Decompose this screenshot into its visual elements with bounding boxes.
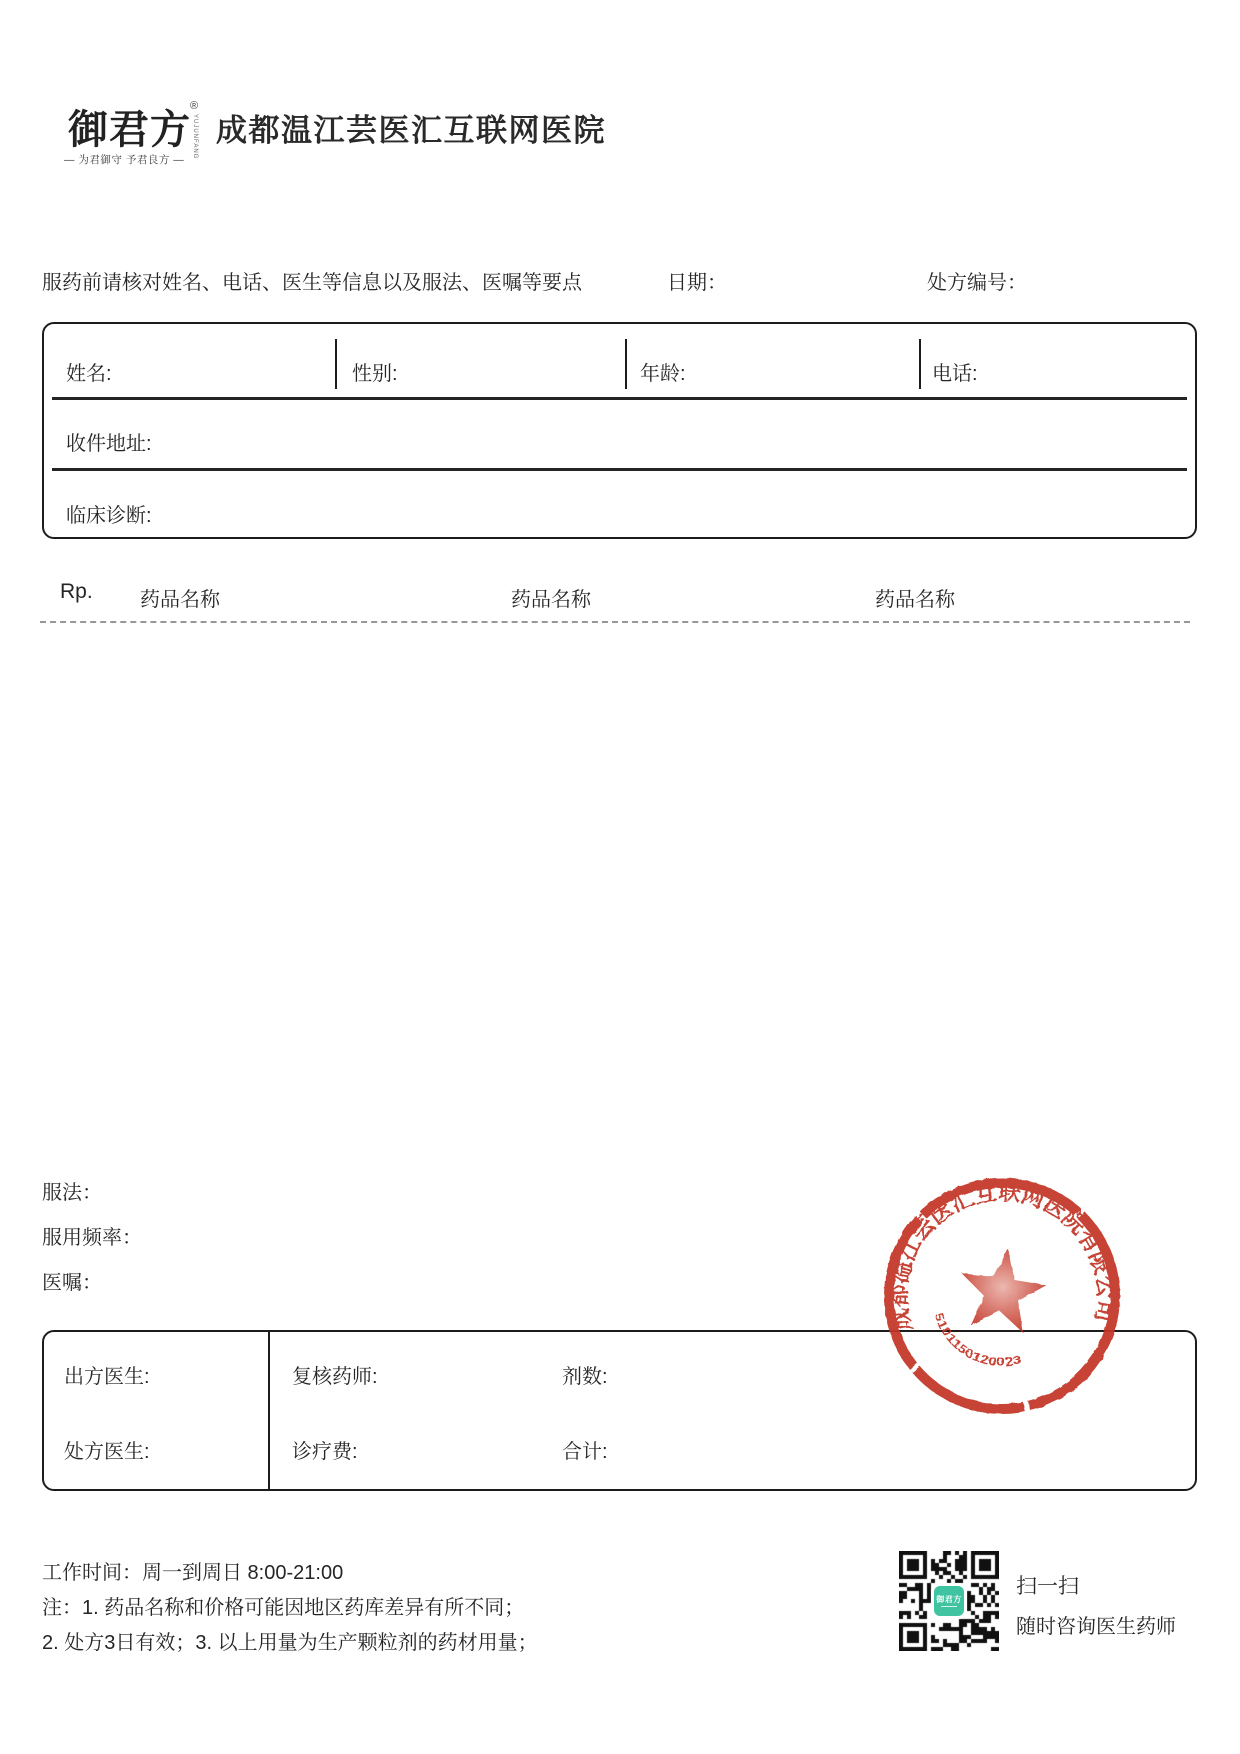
issuing-doctor-label: 出方医生: xyxy=(64,1366,150,1388)
qr-center-logo xyxy=(934,1586,964,1616)
reviewing-pharmacist-label: 复核药师: xyxy=(292,1366,378,1388)
drug-name-column-header: 药品名称 xyxy=(511,589,591,611)
brand-tagline: — 为君御守 予君良方 — xyxy=(64,154,185,166)
usage-frequency-label: 服用频率： xyxy=(42,1227,142,1249)
work-hours-text: 工作时间：周一到周日 8:00-21:00 xyxy=(42,1562,344,1584)
brand-logo: 御君方 xyxy=(68,108,191,152)
divider xyxy=(919,339,921,389)
footer-note-line-1: 注：1. 药品名称和价格可能因地区药库差异有所不同； xyxy=(42,1597,525,1619)
rp-label: Rp. xyxy=(60,580,93,603)
seal-company-text: 成都温江芸医汇互联网医院有限公司 xyxy=(881,1175,1123,1335)
qr-logo-backing xyxy=(931,1583,967,1619)
divider xyxy=(52,468,1187,471)
scan-qr-subtitle: 随时咨询医生药师 xyxy=(1016,1616,1176,1638)
clinical-diagnosis-label: 临床诊断: xyxy=(66,505,152,527)
divider xyxy=(268,1332,270,1489)
drug-name-column-header: 药品名称 xyxy=(140,589,220,611)
brand-logo-side-text: YUJUNFANG xyxy=(192,114,198,160)
scan-qr-title: 扫一扫 xyxy=(1016,1575,1079,1598)
qr-logo-text: 御君方 xyxy=(936,1595,962,1604)
hospital-seal-stamp xyxy=(872,1166,1132,1426)
patient-phone-label: 电话: xyxy=(932,363,978,385)
divider xyxy=(625,339,627,389)
patient-gender-label: 性别: xyxy=(352,363,398,385)
date-label: 日期： xyxy=(667,272,727,294)
divider xyxy=(52,397,1187,400)
usage-method-label: 服法： xyxy=(42,1182,102,1204)
footer-note-line-2: 2. 处方3日有效；3. 以上用量为生产颗粒剂的药材用量； xyxy=(42,1632,538,1654)
dose-count-label: 剂数: xyxy=(562,1366,608,1388)
treatment-fee-label: 诊疗费: xyxy=(292,1441,358,1463)
rx-number-label: 处方编号： xyxy=(927,272,1027,294)
prescribing-doctor-label: 处方医生: xyxy=(64,1441,150,1463)
page-title: 成都温江芸医汇互联网医院 xyxy=(216,113,606,148)
patient-info-box xyxy=(42,322,1197,539)
dashed-divider xyxy=(40,621,1190,623)
seal-star xyxy=(955,1242,1051,1335)
divider xyxy=(335,339,337,389)
qr-code xyxy=(898,1550,1000,1652)
drug-name-column-header: 药品名称 xyxy=(875,589,955,611)
doctor-advice-label: 医嘱： xyxy=(42,1272,102,1294)
pre-use-notice: 服药前请核对姓名、电话、医生等信息以及服法、医嘱等要点 xyxy=(42,272,582,294)
patient-age-label: 年龄: xyxy=(640,363,686,385)
seal-number-text: 5101150120023 xyxy=(931,1310,1022,1370)
shipping-address-label: 收件地址: xyxy=(66,433,152,455)
total-label: 合计: xyxy=(562,1441,608,1463)
patient-name-label: 姓名: xyxy=(66,363,112,385)
registered-trademark-icon: ® xyxy=(190,100,199,112)
